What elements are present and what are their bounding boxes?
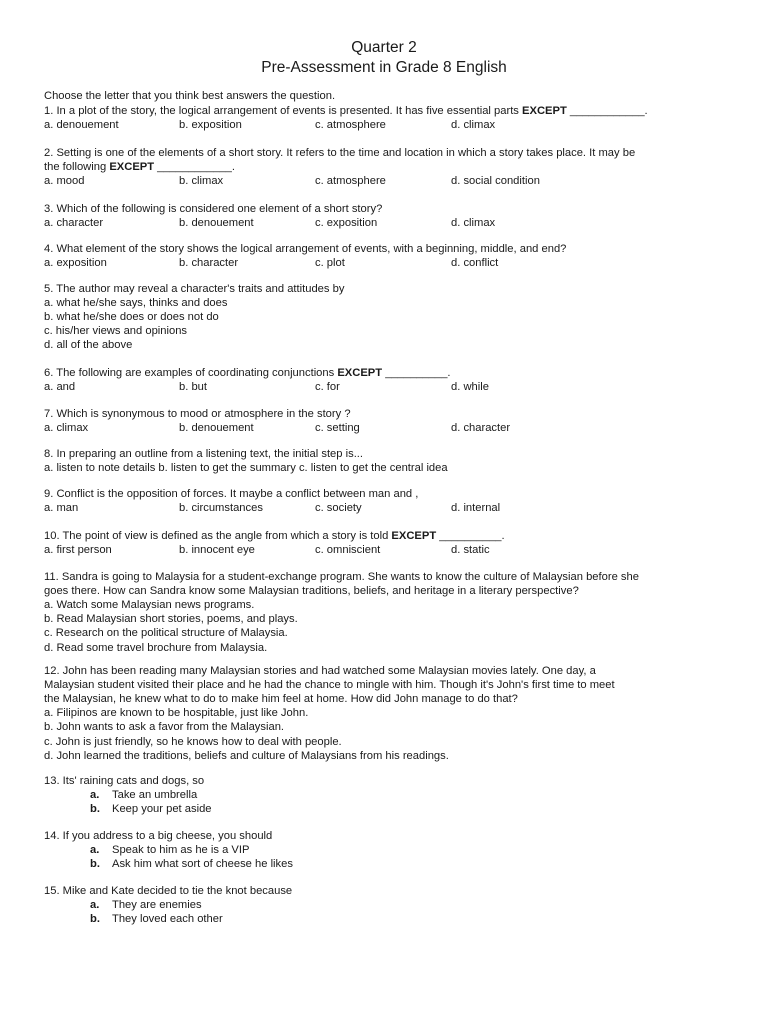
- question-8-line: [44, 461, 448, 475]
- answer-blank: __________.: [382, 367, 451, 379]
- emphasis-except: EXCEPT: [391, 530, 437, 542]
- option-letter: a.: [90, 789, 100, 802]
- question-text: 6. The following are examples of coordinating conjunctions: [44, 367, 338, 379]
- question-text: 5. The author may reveal a character's traits and attitudes by: [44, 283, 345, 295]
- question-12-line: [44, 706, 308, 720]
- question-9-option: a. man: [44, 502, 79, 515]
- question-text: 10. The point of view is defined as the angle from which a story is told: [44, 530, 392, 542]
- question-text: goes there. How can Sandra know some Malaysian traditions, beliefs, and heritage in a literary perspective?: [44, 585, 579, 598]
- question-text: d. all of the above: [44, 339, 133, 352]
- option-text: Ask him what sort of cheese he likes: [112, 858, 293, 871]
- question-5-line: [44, 338, 132, 352]
- question-1-option: d. climax: [451, 119, 496, 132]
- question-text: a. Filipinos are known to be hospitable, just like John.: [44, 707, 309, 720]
- assessment-title: Pre-Assessment in Grade 8 English: [261, 59, 507, 76]
- question-9-option: b. circumstances: [179, 502, 263, 515]
- answer-blank: ____________.: [154, 161, 235, 174]
- question-10-option: d. static: [451, 544, 490, 557]
- question-text: the following: [44, 161, 110, 174]
- question-6-option: d. while: [451, 381, 489, 394]
- option-text: They are enemies: [112, 899, 202, 912]
- question-1-option: c. atmosphere: [315, 119, 386, 132]
- question-3-option: a. character: [44, 217, 104, 230]
- question-11-line: [44, 598, 254, 612]
- question-text: 11. Sandra is going to Malaysia for a student-exchange program. She wants to know the culture of Malaysian before she: [44, 571, 639, 583]
- question-text: b. Read Malaysian short stories, poems, and plays.: [44, 613, 298, 626]
- answer-blank: __________.: [436, 530, 505, 542]
- question-6-line: [44, 366, 451, 380]
- question-12-line: [44, 678, 615, 692]
- question-2-option: d. social condition: [451, 175, 540, 188]
- question-text: 9. Conflict is the opposition of forces. It maybe a conflict between man and ,: [44, 488, 419, 500]
- question-2-option: a. mood: [44, 175, 85, 188]
- question-3-line: [44, 202, 382, 216]
- option-letter: a.: [90, 844, 100, 857]
- question-text: c. Research on the political structure of Malaysia.: [44, 627, 288, 640]
- question-text: 8. In preparing an outline from a listening text, the initial step is...: [44, 448, 364, 460]
- question-15-line: [44, 884, 292, 898]
- emphasis-except: EXCEPT: [109, 161, 155, 174]
- option-text: They loved each other: [112, 913, 223, 926]
- question-text: 4. What element of the story shows the logical arrangement of events, with a beginning, middle, and end?: [44, 243, 567, 255]
- question-2-line: [44, 146, 635, 160]
- emphasis-except: EXCEPT: [337, 367, 383, 379]
- question-text: b. what he/she does or does not do: [44, 311, 219, 324]
- question-10-option: c. omniscient: [315, 544, 381, 557]
- quarter-title: Quarter 2: [351, 39, 417, 56]
- question-text: b. John wants to ask a favor from the Malaysian.: [44, 721, 285, 734]
- question-text: 2. Setting is one of the elements of a short story. It refers to the time and location in which a story takes place. It may be: [44, 147, 636, 159]
- question-11-line: [44, 570, 639, 584]
- question-text: 7. Which is synonymous to mood or atmosphere in the story ?: [44, 408, 351, 420]
- question-2-option: c. atmosphere: [315, 175, 386, 188]
- option-letter: b.: [90, 858, 100, 871]
- question-5-line: [44, 324, 187, 338]
- question-11-line: [44, 641, 267, 655]
- question-12-line: [44, 720, 284, 734]
- question-text: Malaysian student visited their place and he had the chance to mingle with him. Though it's John's first time to meet: [44, 679, 615, 692]
- question-12-line: [44, 692, 518, 706]
- question-12-line: [44, 749, 449, 763]
- emphasis-except: EXCEPT: [522, 105, 567, 117]
- question-6-option: b. but: [179, 381, 207, 394]
- question-3-option: b. denouement: [179, 217, 254, 230]
- answer-blank: ____________.: [566, 105, 648, 117]
- question-7-line: [44, 407, 351, 421]
- question-9-option: c. society: [315, 502, 362, 515]
- question-3-option: d. climax: [451, 217, 496, 230]
- question-1-line: [44, 104, 648, 118]
- question-1-option: a. denouement: [44, 119, 119, 132]
- question-1-option: b. exposition: [179, 119, 242, 132]
- option-text: Speak to him as he is a VIP: [112, 844, 250, 857]
- question-6-option: a. and: [44, 381, 76, 394]
- question-9-option: d. internal: [451, 502, 501, 515]
- option-text: Keep your pet aside: [112, 803, 212, 816]
- question-7-option: a. climax: [44, 422, 89, 435]
- instructions: Choose the letter that you think best answers the question.: [44, 90, 336, 102]
- question-12-line: [44, 735, 342, 749]
- question-text: 13. Its' raining cats and dogs, so: [44, 775, 205, 787]
- question-2-option: b. climax: [179, 175, 224, 188]
- question-text: 14. If you address to a big cheese, you should: [44, 830, 273, 842]
- option-letter: a.: [90, 899, 100, 912]
- question-text: a. Watch some Malaysian news programs.: [44, 599, 255, 612]
- question-2-line: [44, 160, 235, 174]
- question-text: 3. Which of the following is considered one element of a short story?: [44, 203, 383, 215]
- option-text: Take an umbrella: [112, 789, 198, 802]
- question-text: 15. Mike and Kate decided to tie the knot because: [44, 885, 293, 897]
- question-text: 1. In a plot of the story, the logical arrangement of events is presented. It has five essential parts: [44, 105, 523, 117]
- question-10-line: [44, 529, 505, 543]
- question-text: the Malaysian, he knew what to do to make him feel at home. How did John manage to do that?: [44, 693, 518, 706]
- question-7-option: b. denouement: [179, 422, 254, 435]
- question-5-line: [44, 296, 227, 310]
- question-10-option: a. first person: [44, 544, 112, 557]
- question-5-line: [44, 310, 219, 324]
- question-10-option: b. innocent eye: [179, 544, 255, 557]
- question-4-line: [44, 242, 566, 256]
- question-12-line: [44, 664, 596, 678]
- question-text: d. John learned the traditions, beliefs and culture of Malaysians from his readings.: [44, 749, 449, 762]
- question-8-line: [44, 447, 363, 461]
- question-text: d. Read some travel brochure from Malaysia.: [44, 641, 268, 654]
- question-4-option: d. conflict: [451, 257, 499, 270]
- question-7-option: d. character: [451, 422, 511, 435]
- question-text: a. what he/she says, thinks and does: [44, 297, 228, 310]
- question-11-line: [44, 612, 298, 626]
- option-letter: b.: [90, 913, 100, 926]
- question-14-line: [44, 829, 272, 843]
- question-text: a. listen to note details b. listen to get the summary c. listen to get the central idea: [44, 462, 448, 475]
- question-13-line: [44, 774, 204, 788]
- question-text: 12. John has been reading many Malaysian stories and had watched some Malaysian movies lately. One day, a: [44, 665, 596, 677]
- question-5-line: [44, 282, 344, 296]
- question-6-option: c. for: [315, 381, 340, 394]
- question-11-line: [44, 626, 288, 640]
- option-letter: b.: [90, 803, 100, 816]
- question-11-line: [44, 584, 579, 598]
- question-9-line: [44, 487, 418, 501]
- question-3-option: c. exposition: [315, 217, 378, 230]
- question-text: c. John is just friendly, so he knows how to deal with people.: [44, 735, 342, 748]
- question-4-option: c. plot: [315, 257, 345, 270]
- question-text: c. his/her views and opinions: [44, 325, 188, 338]
- question-4-option: b. character: [179, 257, 239, 270]
- question-7-option: c. setting: [315, 422, 360, 435]
- question-4-option: a. exposition: [44, 257, 107, 270]
